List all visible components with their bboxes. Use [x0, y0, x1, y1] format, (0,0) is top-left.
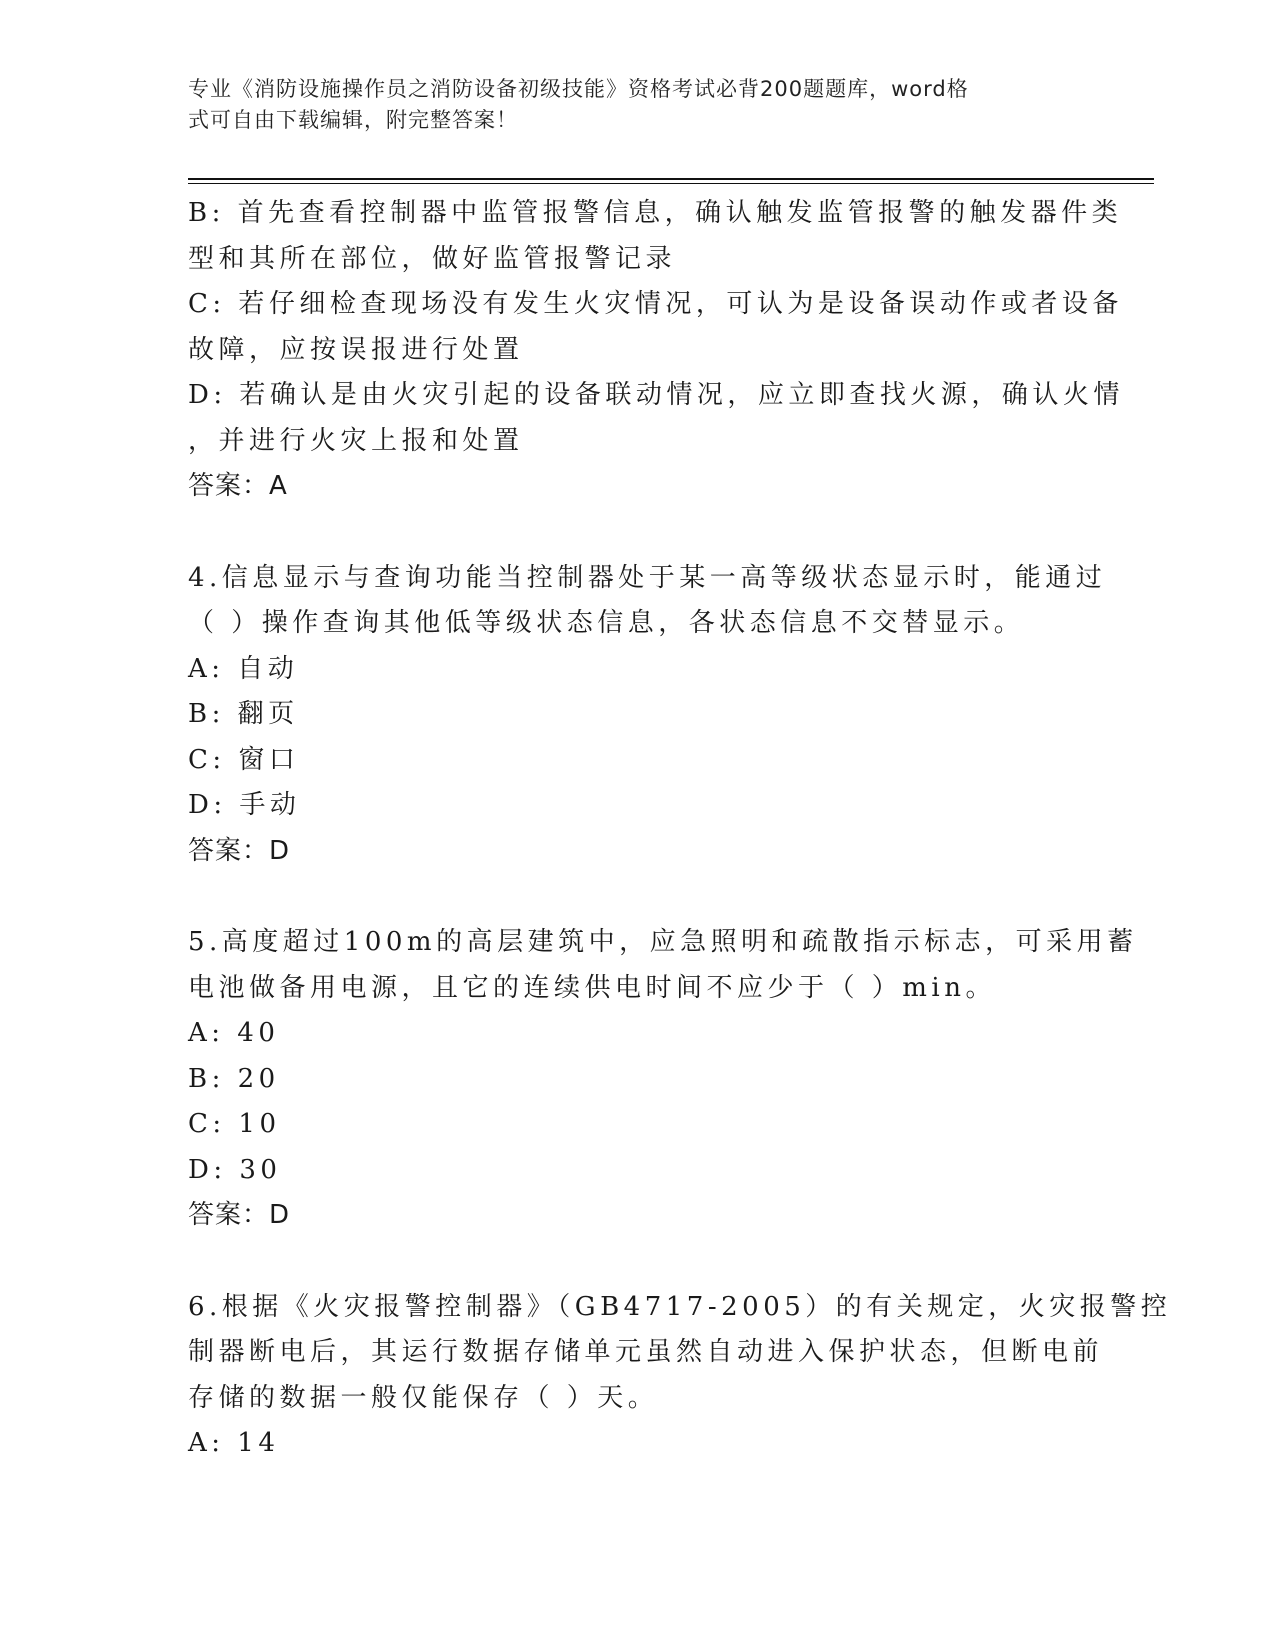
q5-stem-line-1: 5.高度超过100m的高层建筑中，应急照明和疏散指示标志，可采用蓄	[188, 927, 1138, 957]
question-4	[188, 556, 1107, 875]
spacer	[188, 874, 1088, 920]
q6-stem-line-1: 6.根据《火灾报警控制器》（GB4717-2005）的有关规定，火灾报警控	[188, 1291, 1172, 1322]
q3-option-d-line-1: D: 若确认是由火灾引起的设备联动情况，应立即查找火源，确认火情	[188, 380, 1124, 410]
q3-option-c-line-2: 故障，应按误报进行处置	[188, 334, 524, 365]
q6-stem-line-3: 存储的数据一般仅能保存（ ）天。	[188, 1382, 659, 1413]
spacer	[188, 1239, 1088, 1285]
q3-answer: 答案：A	[188, 471, 288, 501]
q6-stem-line-2: 制器断电后，其运行数据存储单元虽然自动进入保护状态，但断电前	[188, 1337, 1104, 1367]
document-header	[188, 74, 1088, 136]
q3-option-b-line-1: B: 首先查看控制器中监管报警信息，确认触发监管报警的触发器件类	[188, 198, 1123, 228]
q5-option-c: C: 10	[188, 1109, 281, 1139]
header-line-2: 式可自由下载编辑，附完整答案！	[188, 108, 518, 132]
q5-option-d: D: 30	[188, 1154, 282, 1185]
q4-option-d: D: 手动	[188, 790, 301, 820]
question-5	[188, 920, 1138, 1239]
header-line-1: 专业《消防设施操作员之消防设备初级技能》资格考试必背200题题库，word格	[188, 77, 969, 101]
q4-option-b: B: 翻页	[188, 699, 299, 729]
q3-option-d-line-2: ，并进行火灾上报和处置	[188, 425, 524, 456]
spacer	[188, 510, 1088, 556]
q4-option-a: A: 自动	[188, 653, 299, 684]
question-6	[188, 1285, 1172, 1467]
q4-stem-line-1: 4.信息显示与查询功能当控制器处于某一高等级状态显示时，能通过	[188, 562, 1107, 593]
question-3	[188, 191, 1124, 510]
q4-option-c: C: 窗口	[188, 744, 300, 775]
q3-option-b-line-2: 型和其所在部位，做好监管报警记录	[188, 243, 677, 274]
header-rule-thin	[188, 183, 1154, 184]
q5-option-b: B: 20	[188, 1063, 280, 1094]
q3-option-c-line-1: C: 若仔细检查现场没有发生火灾情况，可认为是设备误动作或者设备	[188, 289, 1123, 319]
q5-answer: 答案：D	[188, 1200, 291, 1230]
q5-option-a: A: 40	[188, 1018, 280, 1048]
q5-stem-line-2: 电池做备用电源，且它的连续供电时间不应少于（ ）min。	[188, 972, 996, 1003]
document-body	[188, 191, 1172, 1467]
q6-option-a: A: 14	[188, 1428, 280, 1458]
q4-answer: 答案：D	[188, 835, 291, 866]
q4-stem-line-2: （ ）操作查询其他低等级状态信息，各状态信息不交替显示。	[188, 608, 1025, 638]
header-rule-thick	[188, 178, 1154, 180]
